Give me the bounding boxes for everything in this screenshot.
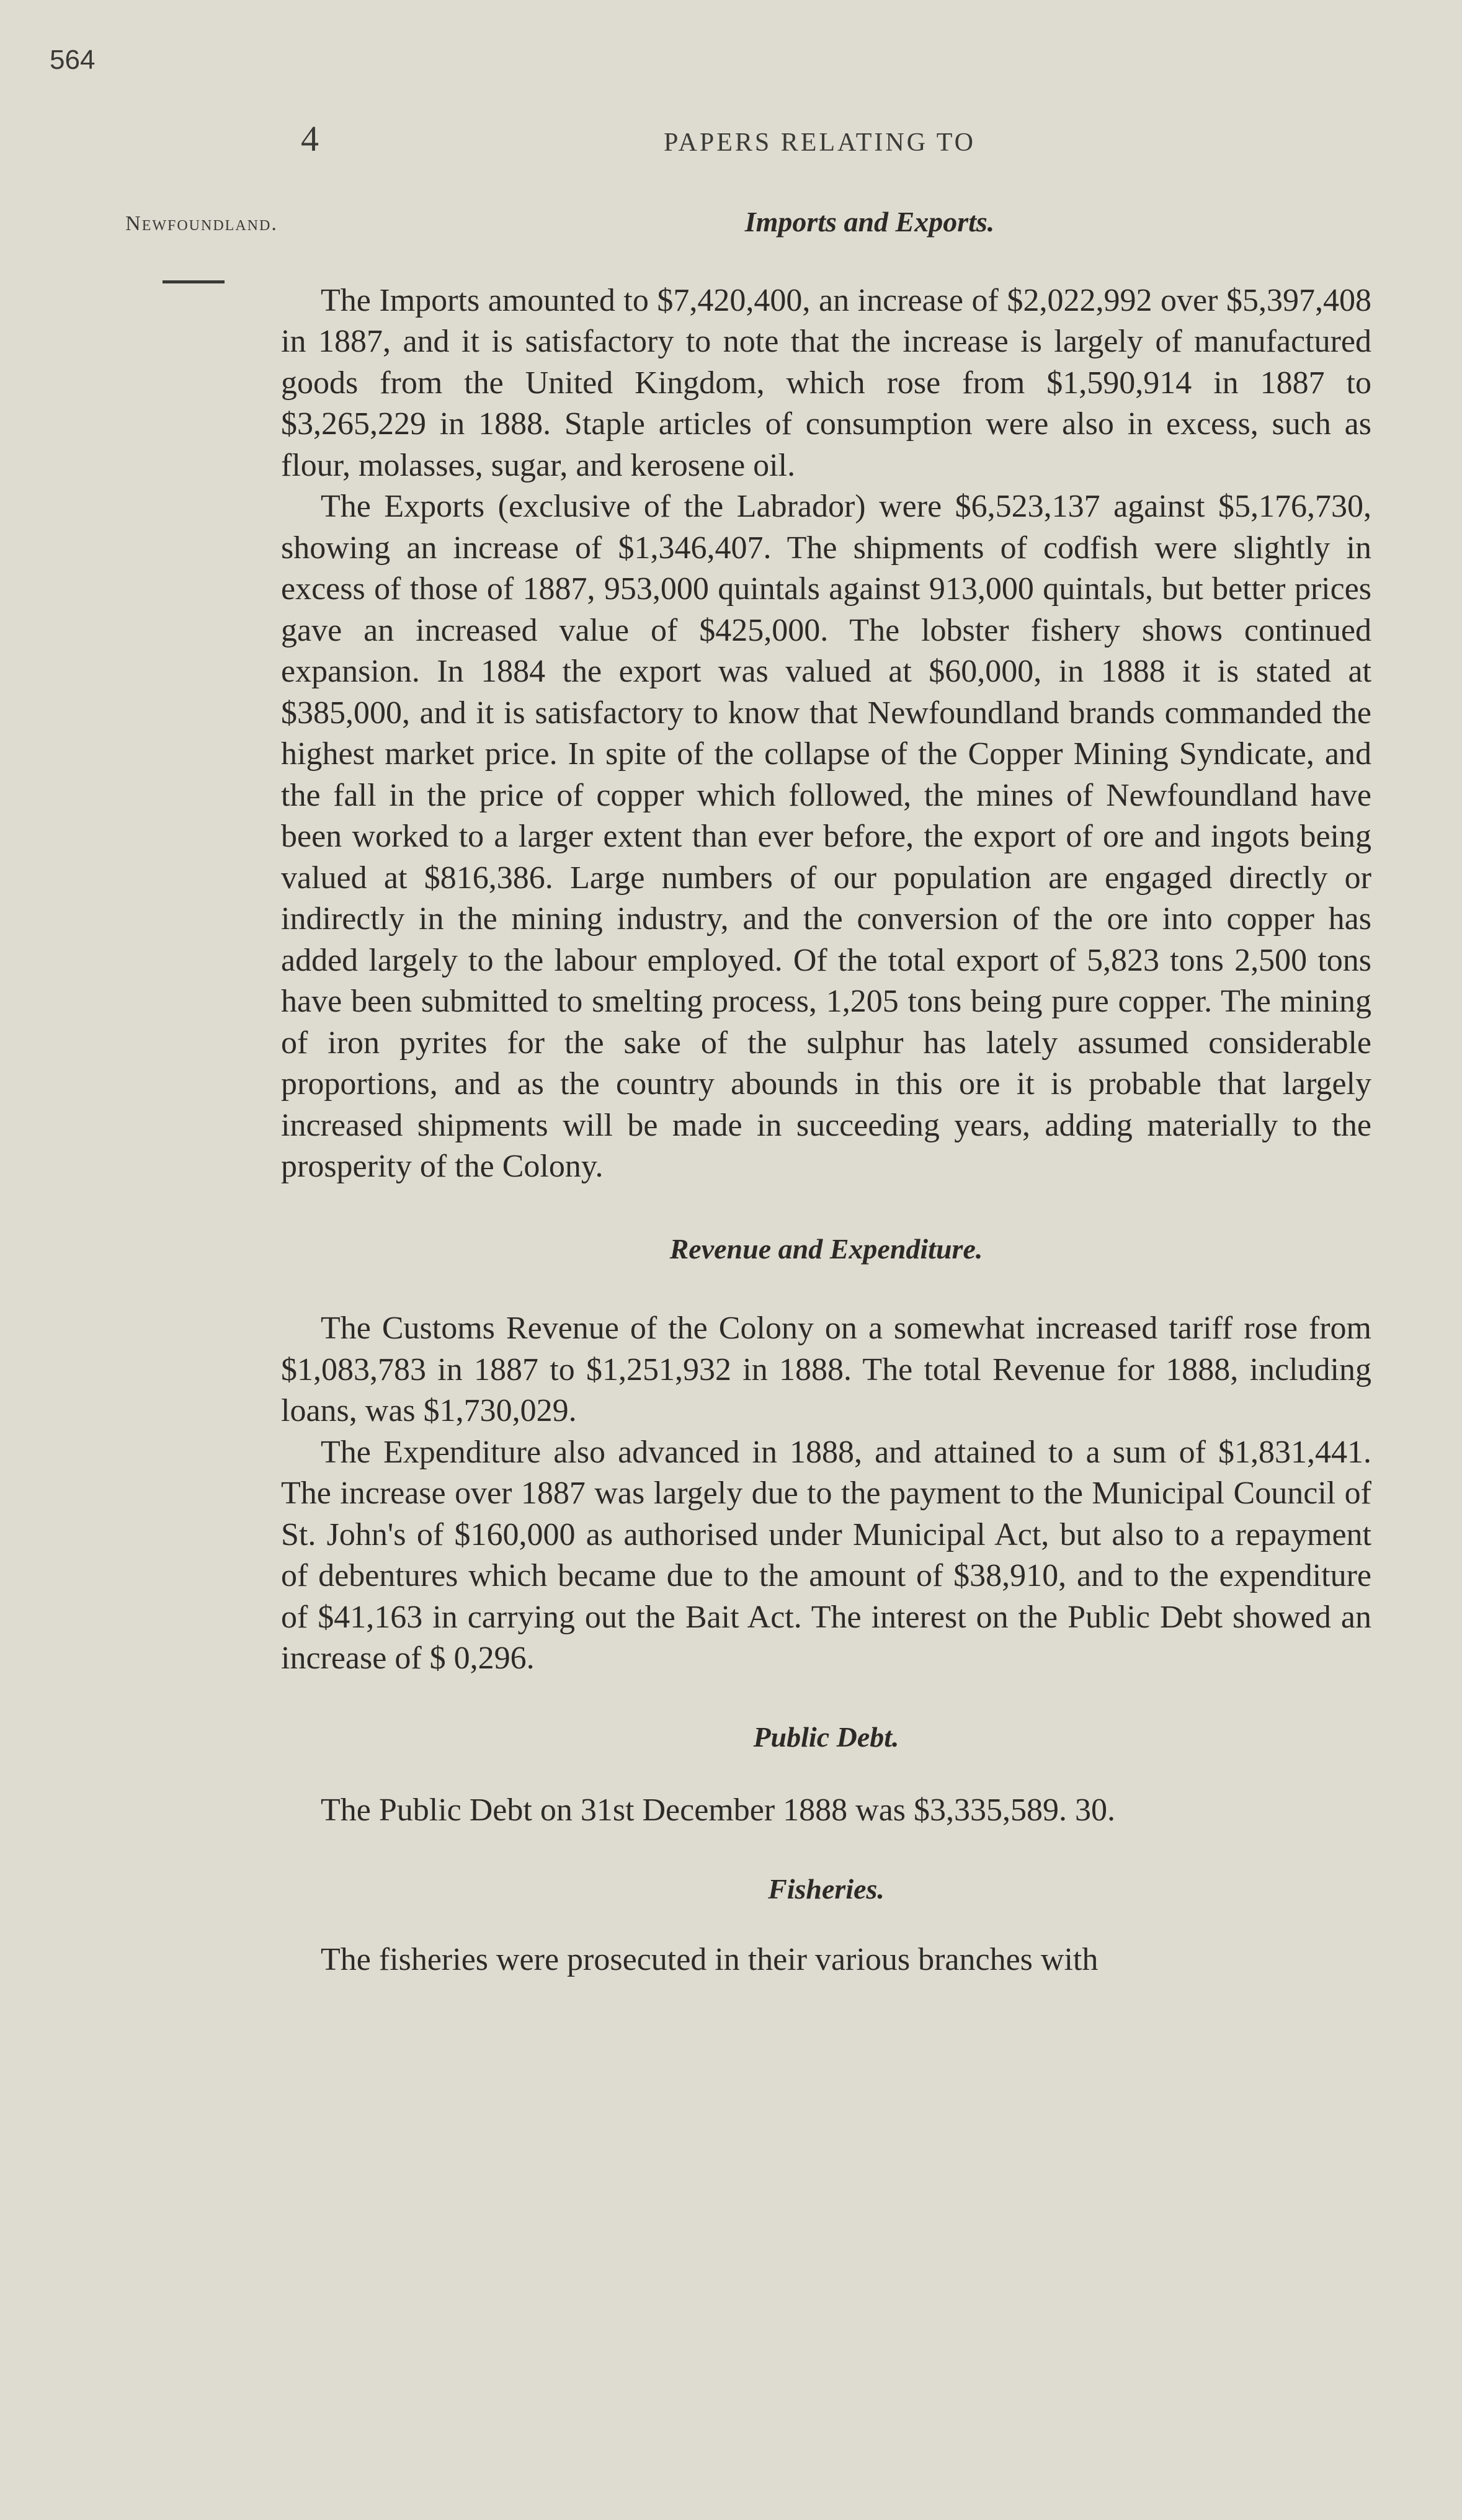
- section-heading-imports-exports: Imports and Exports.: [744, 206, 995, 238]
- paragraph-imports: The Imports amounted to $7,420,400, an increase of $2,022,992 over $5,397,408 in 1887, and it is satisfactory to note that the increase is largely of manufactured goods from the United Kingdom, which rose from $1,590,914 in 1887 to $3,265,229 in 1888. Staple articles of consumption were also in excess, such as flour, molasses, sugar, and kerosene oil.: [281, 282, 1371, 483]
- page-number: 4: [301, 118, 319, 159]
- section-heading-revenue-expenditure: Revenue and Expenditure.: [669, 1232, 983, 1265]
- margin-rule: [163, 280, 225, 283]
- paragraph-fisheries: The fisheries were prosecuted in their various branches with: [321, 1942, 1099, 1977]
- section-heading-fisheries: Fisheries.: [768, 1872, 885, 1905]
- scan-page-number: 564: [50, 45, 96, 75]
- running-head: PAPERS RELATING TO: [664, 128, 976, 157]
- paragraph-public-debt: The Public Debt on 31st December 1888 was $3,335,589. 30.: [321, 1792, 1116, 1828]
- margin-note: Newfoundland.: [125, 212, 278, 235]
- paragraph-revenue: The Customs Revenue of the Colony on a somewhat increased tariff rose from $1,083,783 in 1887 to $1,251,932 in 1888. The total Revenue for 1888, including loans, was $1,730,029.: [281, 1311, 1371, 1428]
- document-body: [281, 202, 1371, 1981]
- section-heading-public-debt: Public Debt.: [753, 1721, 899, 1753]
- paragraph-expenditure: The Expenditure also advanced in 1888, and attained to a sum of $1,831,441. The increase over 1887 was largely due to the payment to the Municipal Council of St. John's of $160,000 as authorised under Municipal Act, but also to a repayment of debentures which became due to the amount of $38,910, and to the expenditure of $41,163 in carrying out the Bait Act. The interest on the Public Debt showed an increase of $ 0,296.: [281, 1434, 1371, 1676]
- paragraph-exports: The Exports (exclusive of the Labrador) were $6,523,137 against $5,176,730, showing an increase of $1,346,407. The shipments of codfish were slightly in excess of those of 1887, 953,000 quintals against 913,000 quintals, but better prices gave an increased value of $425,000. The lobster fishery shows continued expansion. In 1884 the export was valued at $60,000, in 1888 it is stated at $385,000, and it is satisfactory to know that Newfoundland brands commanded the highest market price. In spite of the collapse of the Copper Mining Syndicate, and the fall in the price of copper which followed, the mines of Newfoundland have been worked to a larger extent than ever before, the export of ore and ingots being valued at $816,386. Large numbers of our population are engaged directly or indirectly in the mining industry, and the conversion of the ore into copper has added largely to the labour employed. Of the total export of 5,823 tons 2,500 tons have been submitted to smelting process, 1,205 tons being pure copper. The mining of iron pyrites for the sake of the sulphur has lately assumed considerable proportions, and as the country abounds in this ore it is probable that largely increased shipments will be made in succeeding years, adding materially to the prosperity of the Colony.: [281, 489, 1371, 1184]
